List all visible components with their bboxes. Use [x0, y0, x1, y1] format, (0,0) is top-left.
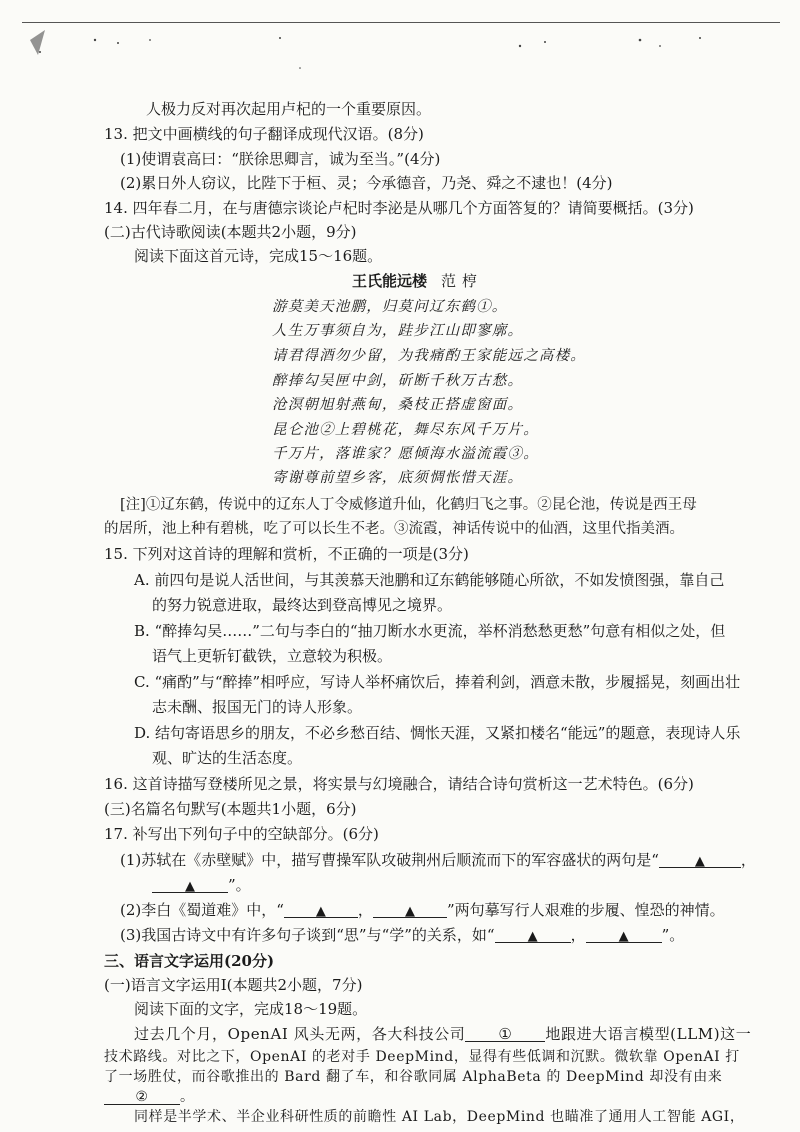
question-15: 15. 下列对这首诗的理解和赏析，不正确的一项是(3分)	[104, 545, 469, 563]
poem-line: 沧溟朝旭射燕甸，桑枝正搭虚窗面。	[272, 397, 524, 413]
option-b-cont: 语气上更斩钉截铁，立意较为积极。	[152, 647, 393, 665]
answer-blank[interactable]	[152, 874, 228, 893]
poem-note-line: [注]①辽东鹤，传说中的辽东人丁令威修道升仙，化鹤归飞之事。②昆仑池，传说是西王母	[120, 497, 697, 513]
poem-note-line: 的居所，池上种有碧桃，吃了可以长生不老。③流霞，神话传说中的仙酒，这里代指美酒。	[104, 521, 684, 537]
triangle-mark: ▲	[618, 929, 629, 944]
blank-number-1: ①	[498, 1025, 513, 1043]
question-17-2-tail: ”两句摹写行人艰难的步履、惶恐的神情。	[446, 901, 725, 919]
section-2-heading: (二)古代诗歌阅读(本题共2小题，9分)	[104, 223, 357, 241]
question-16: 16. 这首诗描写登楼所见之景，将实景与幻境融合，请结合诗句赏析这一艺术特色。(6分)	[104, 775, 694, 793]
passage-line-2: 技术路线。对比之下，OpenAI 的老对手 DeepMind，显得有些低调和沉默。微软靠 OpenAI 打	[104, 1049, 740, 1065]
reading-instruction-2: 阅读下面的文字，完成18～19题。	[134, 1000, 368, 1018]
question-17: 17. 补写出下列句子中的空缺部分。(6分)	[104, 825, 379, 843]
passage-text: 地跟进大语言模型(LLM)这一	[545, 1025, 752, 1043]
option-b: B. “醉捧勾吴……”二句与李白的“抽刀断水水更流，举杯消愁愁更愁”句意有相似之处，但	[134, 622, 726, 640]
poem-title-line	[352, 270, 483, 292]
poem-line: 请君得酒勿少留，为我痛酌王家能远之高楼。	[272, 348, 586, 364]
option-a-cont: 的努力锐意进取，最终达到登高博见之境界。	[152, 596, 453, 614]
answer-blank[interactable]	[659, 849, 741, 868]
poem-line: 游莫美天池鹏，归莫问辽东鹤①。	[272, 299, 508, 315]
question-13: 13. 把文中画横线的句子翻译成现代汉语。(8分)	[104, 125, 424, 143]
passage-line-5: 同样是半学术、半企业科研性质的前瞻性 AI Lab，DeepMind 也瞄准了通用人工智能 AGI，	[134, 1109, 745, 1125]
comma: ，	[570, 926, 586, 944]
poem-title: 王氏能远楼	[352, 272, 428, 290]
passage-line-3: 了一场胜仗，而谷歌推出的 Bard 翻了车，和谷歌同属 AlphaBeta 的 DeepMind 却没有由来	[104, 1069, 723, 1085]
poem-line: 醉捧勾吴匣中剑，斫断千秋万古愁。	[272, 373, 524, 389]
passage-line	[134, 1023, 751, 1045]
triangle-mark: ▲	[315, 904, 326, 919]
section-3-heading: (三)名篇名句默写(本题共1小题，6分)	[104, 800, 357, 818]
quote-end: ”。	[228, 876, 251, 894]
triangle-mark: ▲	[404, 904, 415, 919]
part-3-heading: 三、语言文字运用(20分)	[104, 952, 275, 970]
quote-end: ”。	[661, 926, 685, 944]
option-d: D. 结句寄语思乡的朋友，不必乡愁百结、惆怅天涯，又紧扣楼名“能远”的题意，表现诗人乐	[134, 724, 741, 742]
poem-line: 人生万事须自为，跬步江山即寥廓。	[272, 323, 524, 339]
answer-blank[interactable]	[104, 1086, 180, 1105]
question-17-3-text: (3)我国古诗文中有许多句子谈到“思”与“学”的关系，如“	[120, 926, 495, 944]
poem-author: 范梈	[441, 272, 484, 290]
poem-line: 寄谢尊前望乡客，底须惆怅惜天涯。	[272, 470, 524, 486]
question-13-1: (1)使谓袁高曰：“朕徐思卿言，诚为至当。”(4分)	[120, 150, 441, 168]
answer-blank[interactable]	[495, 924, 571, 943]
answer-blank[interactable]	[284, 899, 358, 918]
answer-blank[interactable]	[465, 1023, 545, 1042]
question-17-1-cont	[152, 874, 251, 896]
blank-number-2: ②	[135, 1089, 149, 1105]
triangle-mark: ▲	[185, 879, 195, 894]
option-d-cont: 观、旷达的生活态度。	[152, 749, 303, 767]
answer-blank[interactable]	[373, 899, 447, 918]
question-13-2: (2)累日外人窃议，比陛下于桓、灵；今承德音，乃尧、舜之不逮也！(4分)	[120, 174, 613, 192]
question-17-2-text: (2)李白《蜀道难》中，“	[120, 901, 284, 919]
passage-text: 过去几个月，OpenAI 风头无两，各大科技公司	[134, 1025, 466, 1043]
text-line: 人极力反对再次起用卢杞的一个重要原因。	[146, 100, 432, 118]
question-17-3	[120, 924, 684, 946]
comma: ，	[740, 851, 756, 869]
question-17-2	[120, 899, 725, 921]
question-17-1-text: (1)苏轼在《赤壁赋》中，描写曹操军队攻破荆州后顺流而下的军容盛状的两句是“	[120, 851, 659, 869]
passage-line-4: ② 。	[104, 1086, 195, 1108]
option-c: C. “痛酌”与“醉捧”相呼应，写诗人举杯痛饮后，捧着利剑，酒意未散，步履摇晃，刻画出壮	[134, 673, 741, 691]
triangle-mark: ▲	[527, 929, 538, 944]
question-17-1	[120, 849, 756, 871]
option-c-cont: 志未酬、报国无门的诗人形象。	[152, 698, 363, 716]
question-14: 14. 四年春二月，在与唐德宗谈论卢杞时李泌是从哪几个方面答复的？请简要概括。(3分)	[104, 199, 694, 217]
answer-blank[interactable]	[586, 924, 662, 943]
poem-line: 昆仑池②上碧桃花，舞尽东风千万片。	[272, 422, 539, 438]
poem-line: 千万片，落谁家？愿倾海水溢流霞③。	[272, 446, 539, 462]
reading-instruction-1: 阅读下面这首元诗，完成15～16题。	[134, 247, 383, 265]
option-a: A. 前四句是说人活世间，与其羡慕天池鹏和辽东鹤能够随心所欲，不如发愤图强，靠自己	[134, 571, 725, 589]
comma: ，	[357, 901, 373, 919]
triangle-mark: ▲	[694, 854, 705, 869]
subsection-1-heading: (一)语言文字运用Ⅰ(本题共2小题，7分)	[104, 976, 363, 994]
